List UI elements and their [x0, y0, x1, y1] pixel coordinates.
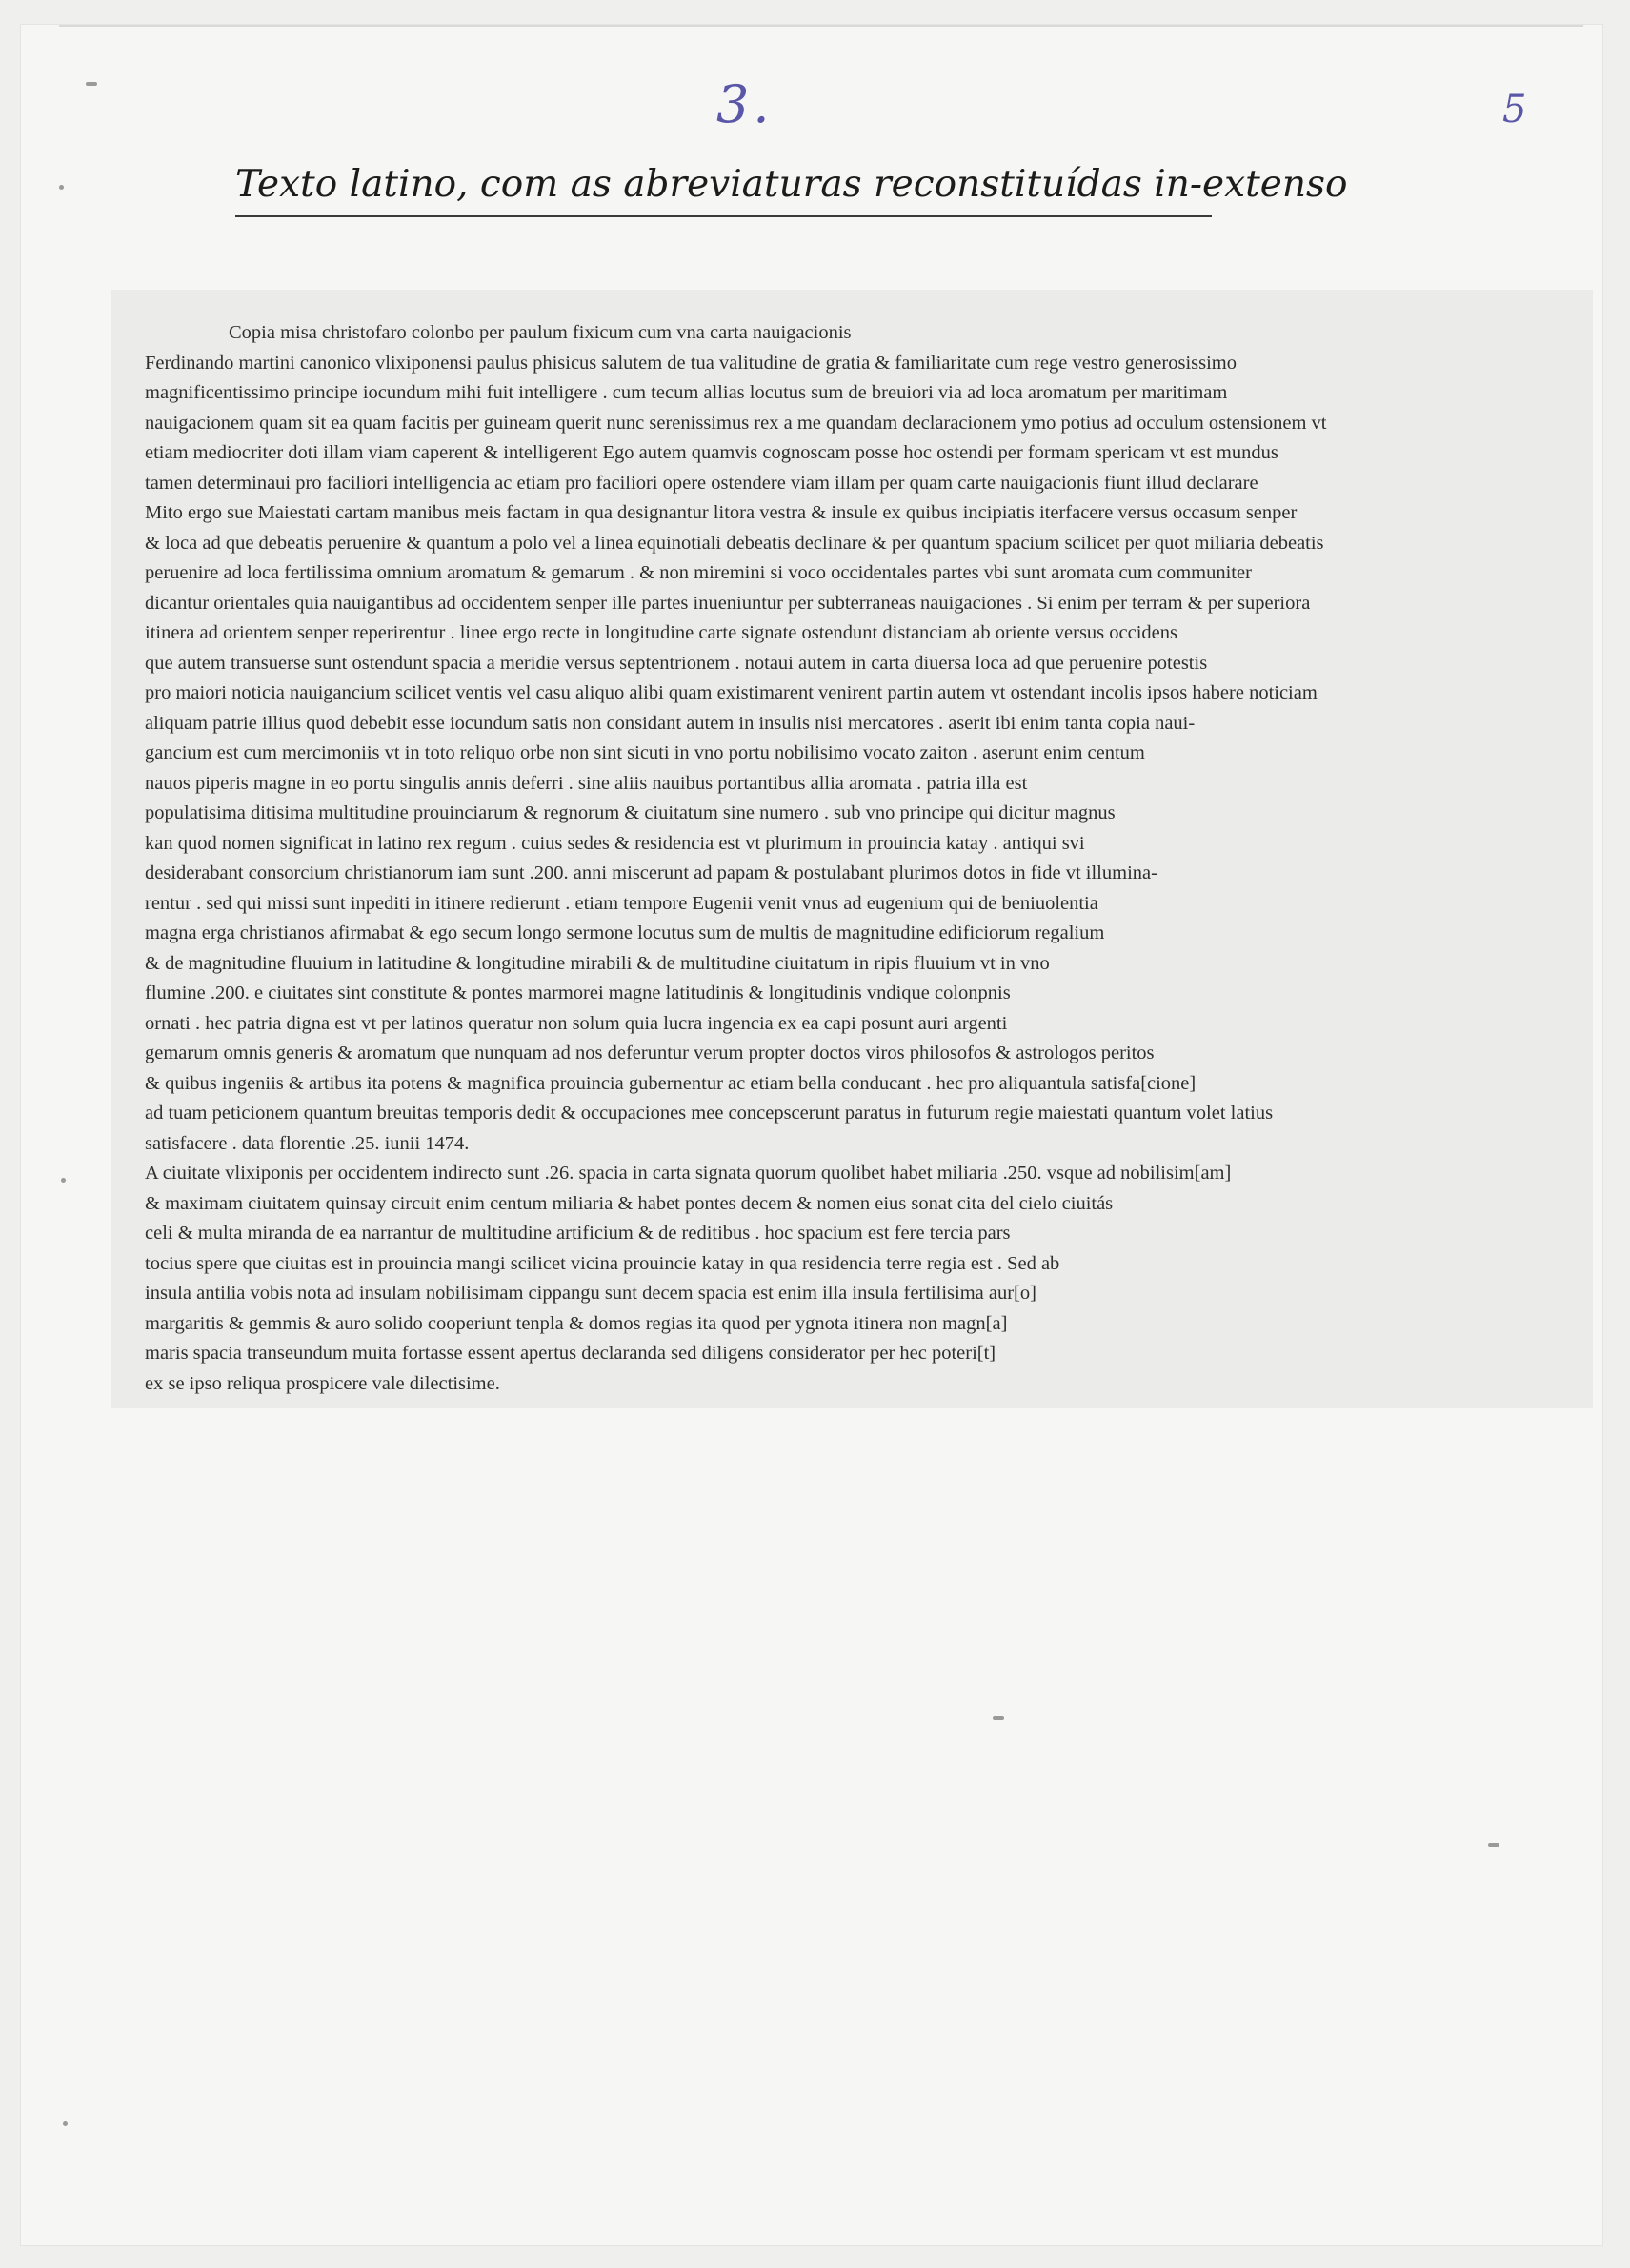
transcript-line: Ferdinando martini canonico vlixiponensi paulus phisicus salutem de tua valitudine de gratia & familiaritate cum rege vestro generosissimo — [145, 352, 1237, 374]
transcript-line: Copia misa christofaro colonbo per paulum fixicum cum vna carta nauigacionis — [229, 322, 852, 343]
paper-speck — [63, 2121, 68, 2126]
transcript-line: insula antilia vobis nota ad insulam nobilisimam cippangu sunt decem spacia est enim illa insula fertilisima aur[o] — [145, 1283, 1036, 1304]
page-heading: Texto latino, com as abreviaturas reconstituídas in-extenso — [235, 163, 1348, 206]
transcript-line: margaritis & gemmis & auro solido cooperiunt tenpla & domos regias ita quod per ygnota itinera non magn[a] — [145, 1312, 1008, 1334]
page-edge-line — [59, 25, 1583, 27]
latin-transcript-block — [111, 290, 1593, 1408]
transcript-line: itinera ad orientem senper reperirentur . linee ergo recte in longitudine carte signate ostendunt distanciam ab oriente versus occidens — [145, 622, 1178, 643]
transcript-line: pro maiori noticia nauigancium scilicet ventis vel casu aliquo alibi quam existimarent venirent partin autem vt ostendant incolis ipsos habere noticiam — [145, 682, 1318, 703]
transcript-line: kan quod nomen significat in latino rex regum . cuius sedes & residencia est vt plurimum in prouincia katay . antiqui svi — [145, 832, 1085, 854]
paper-speck — [1488, 1843, 1499, 1847]
paper-speck — [993, 1716, 1004, 1720]
page-number: 5 — [1502, 88, 1527, 132]
transcript-line: ad tuam peticionem quantum breuitas temporis dedit & occupaciones mee concepscerunt paratus in futurum regie maiestati quantum volet latius — [145, 1103, 1274, 1124]
transcript-line: que autem transuerse sunt ostendunt spacia a meridie versus septentrionem . notaui autem in carta diuersa loca ad que peruenire potestis — [145, 652, 1208, 674]
transcript-line: nauigacionem quam sit ea quam facitis per guineam querit nunc serenissimus rex a me quandam declaracionem ymo potius ad occulum ostensionem vt — [145, 412, 1327, 434]
transcript-line: flumine .200. e ciuitates sint constitute & pontes marmorei magne latitudinis & longitudinis vndique colonpnis — [145, 982, 1011, 1003]
transcript-line: A ciuitate vlixiponis per occidentem indirecto sunt .26. spacia in carta signata quorum quolibet habet miliaria .250. vsque ad nobilisim[am] — [145, 1163, 1232, 1184]
transcript-line: magna erga christianos afirmabat & ego secum longo sermone locutus sum de multis de magnitudine edificiorum regalium — [145, 922, 1105, 943]
sheet-number: 3. — [716, 74, 774, 134]
transcript-line: dicantur orientales quia nauigantibus ad occidentem senper ille partes inueniuntur per subterraneas nauigaciones . Si enim per terram & per superiora — [145, 592, 1311, 614]
transcript-line: peruenire ad loca fertilissima omnium aromatum & gemarum . & non miremini si voco occidentales partes vbi sunt aromata cum communiter — [145, 562, 1252, 583]
document-page — [21, 25, 1602, 2245]
transcript-line: nauos piperis magne in eo portu singulis annis deferri . sine aliis nauibus portantibus allia aromata . patria illa est — [145, 772, 1028, 794]
transcript-line: tamen determinaui pro faciliori intelligencia ac etiam pro faciliori opere ostendere viam illam per quam carte nauigacionis fiunt illud declarare — [145, 472, 1258, 494]
transcript-line: satisfacere . data florentie .25. iunii 1474. — [145, 1132, 470, 1154]
transcript-line: & maximam ciuitatem quinsay circuit enim centum miliaria & habet pontes decem & nomen eius sonat cita del cielo ciuitás — [145, 1192, 1114, 1214]
transcript-line: gancium est cum mercimoniis vt in toto reliquo orbe non sint sicuti in vno portu nobilisimo vocato zaiton . aserunt enim centum — [145, 742, 1145, 763]
transcript-line: & loca ad que debeatis peruenire & quantum a polo vel a linea equinotiali debeatis declinare & per quantum spacium scilicet per quot miliaria debeatis — [145, 532, 1324, 554]
paper-speck — [61, 1178, 66, 1183]
transcript-line: maris spacia transeundum muita fortasse essent apertus declaranda sed diligens considerator per hec poteri[t] — [145, 1343, 996, 1364]
transcript-line: ornati . hec patria digna est vt per latinos queratur non solum quia lucra ingencia ex ea capi posunt auri argenti — [145, 1012, 1008, 1034]
transcript-line: magnificentissimo principe iocundum mihi fuit intelligere . cum tecum allias locutus sum de breuiori via ad loca aromatum per maritimam — [145, 382, 1228, 403]
transcript-line: aliquam patrie illius quod debebit esse iocundum satis non considant autem in insulis nisi mercatores . aserit ibi enim tanta copia naui- — [145, 712, 1196, 734]
transcript-line: Mito ergo sue Maiestati cartam manibus meis factam in qua designantur litora vestra & insule ex quibus incipiatis iterfacere versus occasum senper — [145, 502, 1298, 523]
transcript-line: & de magnitudine fluuium in latitudine & longitudine mirabili & de multitudine ciuitatum in ripis fluuium vt in vno — [145, 952, 1050, 974]
heading-underline — [235, 215, 1212, 217]
transcript-line: populatisima ditisima multitudine prouinciarum & regnorum & ciuitatum sine numero . sub vno principe qui dicitur magnus — [145, 802, 1116, 823]
transcript-line: & quibus ingeniis & artibus ita potens & magnifica prouincia gubernentur ac etiam bella conducant . hec pro aliquantula satisfa[cione] — [145, 1072, 1197, 1094]
transcript-line: gemarum omnis generis & aromatum que nunquam ad nos deferuntur verum propter doctos viros philosofos & astrologos peritos — [145, 1043, 1155, 1063]
transcript-line: celi & multa miranda de ea narrantur de multitudine artificium & de reditibus . hoc spacium est fere tercia pars — [145, 1223, 1011, 1244]
transcript-lines — [145, 318, 1574, 1399]
transcript-line: tocius spere que ciuitas est in prouincia mangi scilicet vicina prouincie katay in qua residencia terre regia est . Sed ab — [145, 1252, 1060, 1274]
paper-speck — [86, 82, 97, 86]
transcript-line: rentur . sed qui missi sunt inpediti in itinere redierunt . etiam tempore Eugenii venit vnus ad eugenium qui de beniuolentia — [145, 892, 1098, 914]
transcript-line: etiam mediocriter doti illam viam caperent & intelligerent Ego autem quamvis cognoscam posse hoc ostendi per formam spericam vt est mundus — [145, 442, 1278, 463]
paper-speck — [59, 185, 64, 190]
transcript-line: ex se ipso reliqua prospicere vale dilectisime. — [145, 1372, 500, 1394]
transcript-line: desiderabant consorcium christianorum iam sunt .200. anni miscerunt ad papam & postulabant plurimos dotos in fide vt illumina- — [145, 862, 1157, 883]
